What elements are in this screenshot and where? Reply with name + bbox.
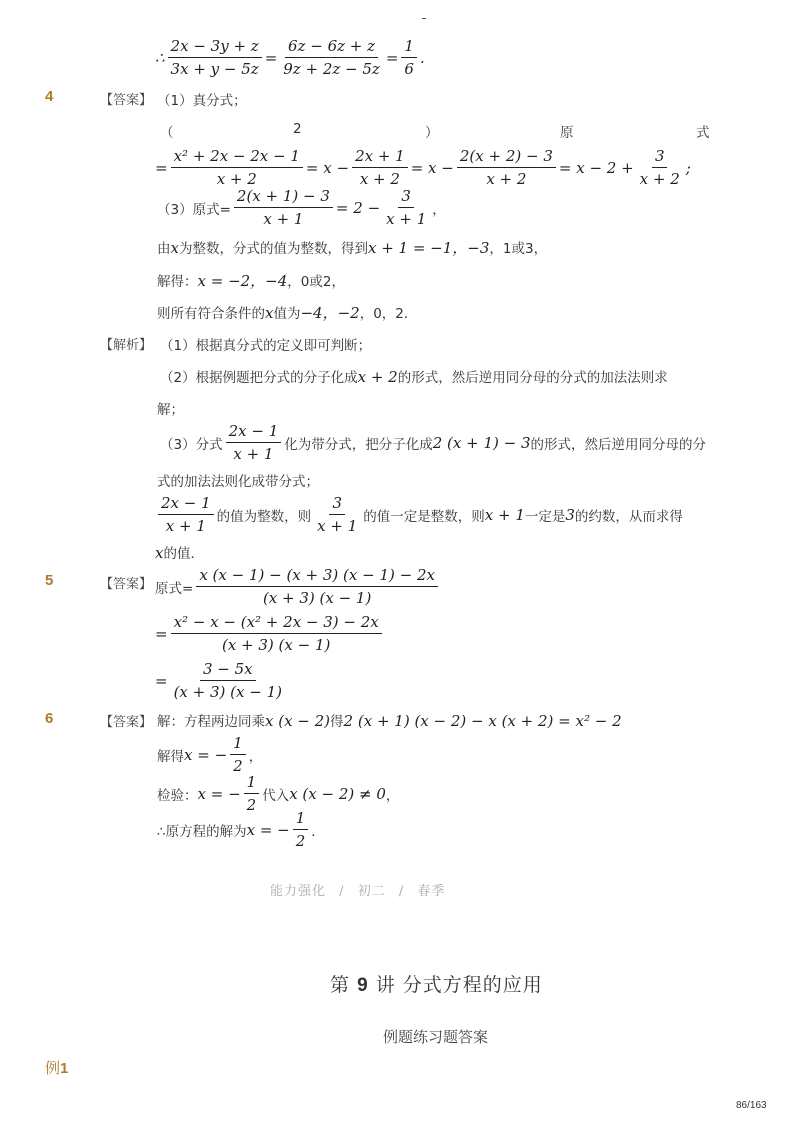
math: x <box>265 304 274 322</box>
analysis-2b: 解； <box>157 402 184 418</box>
numerator: x (x − 1) − (x + 3) (x − 1) − 2x <box>196 565 438 587</box>
denominator: (x + 3) (x − 1) <box>262 589 372 607</box>
text: ， <box>385 787 400 804</box>
fraction <box>171 146 303 189</box>
q6-line4 <box>157 808 325 851</box>
text: ∴原方程的解为 <box>157 823 247 840</box>
question-number-6: 6 <box>45 710 54 727</box>
stray-mark <box>422 18 426 19</box>
denominator: x + 1 <box>263 210 304 228</box>
numerator: 2x − 3y + z <box>168 36 262 58</box>
numerator: 2x − 1 <box>226 421 282 443</box>
text: ，1或3， <box>489 241 548 257</box>
text: ， <box>248 748 263 765</box>
text: 解得 <box>157 748 184 765</box>
q4-part2-char2: 式 <box>696 125 710 141</box>
denominator: x + 1 <box>165 517 206 535</box>
q4-integer-line <box>157 237 547 258</box>
period: . <box>419 48 425 67</box>
numerator: 2(x + 2) − 3 <box>457 146 556 168</box>
text: 的值一定是整数，则 <box>363 508 485 525</box>
q5-line3 <box>155 659 288 702</box>
text: 化为带分式，把分子化成 <box>284 436 433 453</box>
denominator: 6 <box>404 60 414 78</box>
text: 解得： <box>157 274 198 290</box>
question-number-5: 5 <box>45 572 54 589</box>
fraction <box>352 146 408 189</box>
numerator: 1 <box>244 772 260 794</box>
text: 的值． <box>163 546 204 562</box>
text: 的形式，然后逆用同分母的分式的加法法则求 <box>397 370 668 386</box>
numerator: 2(x + 1) − 3 <box>234 186 333 208</box>
expr: = x − <box>305 158 350 177</box>
q6-line1 <box>157 710 622 730</box>
text: 由 <box>157 241 171 257</box>
text: ，0，2． <box>359 306 418 322</box>
q4-part2-number: 2 <box>293 121 302 137</box>
text: 则所有符合条件的 <box>157 306 265 322</box>
numerator: x² − x − (x² + 2x − 3) − 2x <box>171 612 382 634</box>
numerator: 3 <box>329 493 345 515</box>
part3-label: （3）原式= <box>157 201 231 218</box>
analysis-2 <box>160 366 668 386</box>
math: 2 (x + 1) (x − 2) − x (x + 2) = x² − 2 <box>343 712 622 730</box>
text: 值为 <box>273 306 301 322</box>
q4-part1: （1）真分式； <box>157 93 247 109</box>
text: 解：方程两边同乘 <box>157 714 265 730</box>
text: （3）分式 <box>160 436 223 453</box>
math: 3 <box>565 505 575 524</box>
math: 2 (x + 1) − 3 <box>432 433 531 452</box>
top-equation: ∴ $\frac{2x - 3y + z}{3x + y - 5z}$ = $\frac{6z - 6z + z}{9z + 2z - 5z}$ = $\frac{1}{6}$ . <box>155 37 425 78</box>
denominator: 2 <box>246 796 257 814</box>
text: 检验： <box>157 787 198 804</box>
text: 代入 <box>262 787 290 804</box>
q5-line2 <box>155 612 385 655</box>
text: 得 <box>330 714 344 730</box>
lecture-number: 9 <box>357 975 369 996</box>
answer-tag: 【答案】 <box>100 93 153 108</box>
denominator: x + 2 <box>216 170 257 188</box>
numerator: 3 <box>652 146 668 168</box>
analysis-tag: 【解析】 <box>100 338 153 353</box>
math: x + 2 <box>357 368 398 386</box>
math: x <box>155 544 164 562</box>
fraction <box>637 146 683 189</box>
numerator: 1 <box>293 808 309 830</box>
numerator: 3 − 5x <box>200 659 256 681</box>
denominator: 2 <box>233 757 243 775</box>
denominator: 9z + 2z − 5z <box>283 60 380 78</box>
text: ，0或2， <box>287 274 345 290</box>
text: 一定是 <box>524 508 566 525</box>
fraction <box>171 659 285 702</box>
section-subtitle: 例题练习题答案 <box>383 1028 489 1046</box>
math: x = − <box>184 745 228 764</box>
fraction <box>168 36 262 79</box>
text: 的形式，然后逆用同分母的分 <box>530 436 707 453</box>
numerator: 2x − 1 <box>158 493 214 515</box>
text: ． <box>311 823 325 840</box>
page-number: 86/163 <box>736 1100 767 1111</box>
footer-text: 初二 <box>357 884 386 899</box>
comma: ， <box>432 201 446 218</box>
denominator: x + 2 <box>486 170 527 188</box>
fraction <box>234 186 333 229</box>
denominator: x + 1 <box>233 445 274 463</box>
footer-text: 春季 <box>417 884 446 899</box>
math: x = − <box>246 820 290 839</box>
text: 为整数，分式的值为整数，得到 <box>178 241 368 257</box>
math: x = −2，−4 <box>197 272 288 290</box>
fraction <box>230 733 246 776</box>
footer-separator: / <box>339 884 345 899</box>
q4-part2-paren-open: （ <box>160 125 174 141</box>
analysis-1: （1）根据真分式的定义即可判断； <box>160 338 372 354</box>
question-number-4: 4 <box>45 88 54 105</box>
q4-part2-equation <box>155 146 691 189</box>
fraction <box>196 565 438 608</box>
denominator: x + 1 <box>317 517 358 535</box>
math: x (x − 2) <box>265 712 331 730</box>
text: （2）根据例题把分式的分子化成 <box>160 370 358 386</box>
math: x = − <box>197 784 241 803</box>
math: x + 1 <box>484 505 525 524</box>
q5-line1 <box>155 565 441 608</box>
denominator: 3x + y − 5z <box>170 60 259 78</box>
text: 第 <box>330 974 351 996</box>
fraction <box>171 612 382 655</box>
analysis-3b: 式的加法法则化成带分式； <box>157 474 319 490</box>
expr: = x − 2 + <box>558 158 634 177</box>
denominator: x + 1 <box>386 210 427 228</box>
page-footer <box>270 880 445 899</box>
fraction <box>226 421 282 464</box>
q4-part2-char1: 原 <box>560 125 574 141</box>
math: x (x − 2) ≠ 0 <box>289 784 386 803</box>
equals: = <box>155 158 168 177</box>
fraction <box>293 808 309 851</box>
denominator: x + 2 <box>639 170 680 188</box>
analysis-3 <box>160 421 706 464</box>
expr: = 2 − <box>335 198 381 217</box>
expr: = x − <box>410 158 454 177</box>
numerator: 1 <box>230 733 246 755</box>
q4-part3 <box>157 186 446 229</box>
q4-all-values-line <box>157 302 417 323</box>
denominator: (x + 3) (x − 1) <box>221 636 331 654</box>
answer-tag: 【答案】 <box>100 577 153 592</box>
lecture-title <box>330 970 543 997</box>
footer-text: 能力强化 <box>270 884 327 899</box>
label: 原式= <box>155 580 194 597</box>
fraction <box>457 146 556 189</box>
fraction <box>280 36 383 79</box>
text: 的约数，从而求得 <box>574 508 683 525</box>
math: x + 1 = −1，−3 <box>367 239 490 257</box>
math: x <box>170 239 179 257</box>
q4-part2-paren-close: ） <box>425 125 439 141</box>
numerator: 2x + 1 <box>352 146 408 168</box>
fraction <box>158 493 214 536</box>
analysis-4 <box>155 493 683 536</box>
fraction <box>314 493 360 536</box>
numerator: 1 <box>401 36 417 58</box>
footer-separator: / <box>398 884 405 899</box>
q6-line2 <box>157 733 262 776</box>
fraction <box>383 186 429 229</box>
example-number: 1 <box>60 1060 69 1077</box>
text: 讲 分式方程的应用 <box>375 974 543 996</box>
denominator: 2 <box>295 832 306 850</box>
q4-solve-line <box>157 270 345 291</box>
example-label <box>45 1057 68 1078</box>
fraction <box>401 36 417 79</box>
numerator: x² + 2x − 2x − 1 <box>171 146 303 168</box>
therefore-symbol: ∴ <box>155 48 165 67</box>
math: −4，−2 <box>300 304 360 322</box>
equals: = <box>155 671 168 690</box>
answer-tag: 【答案】 <box>100 715 153 730</box>
numerator: 3 <box>398 186 414 208</box>
semicolon: ; <box>685 158 691 177</box>
denominator: x + 2 <box>359 170 400 188</box>
equals: = <box>155 624 168 643</box>
analysis-4b <box>155 542 204 562</box>
numerator: 6z − 6z + z <box>285 36 378 58</box>
text: 例 <box>45 1059 61 1077</box>
text: 的值为整数，则 <box>216 508 312 525</box>
denominator: (x + 3) (x − 1) <box>173 683 282 701</box>
